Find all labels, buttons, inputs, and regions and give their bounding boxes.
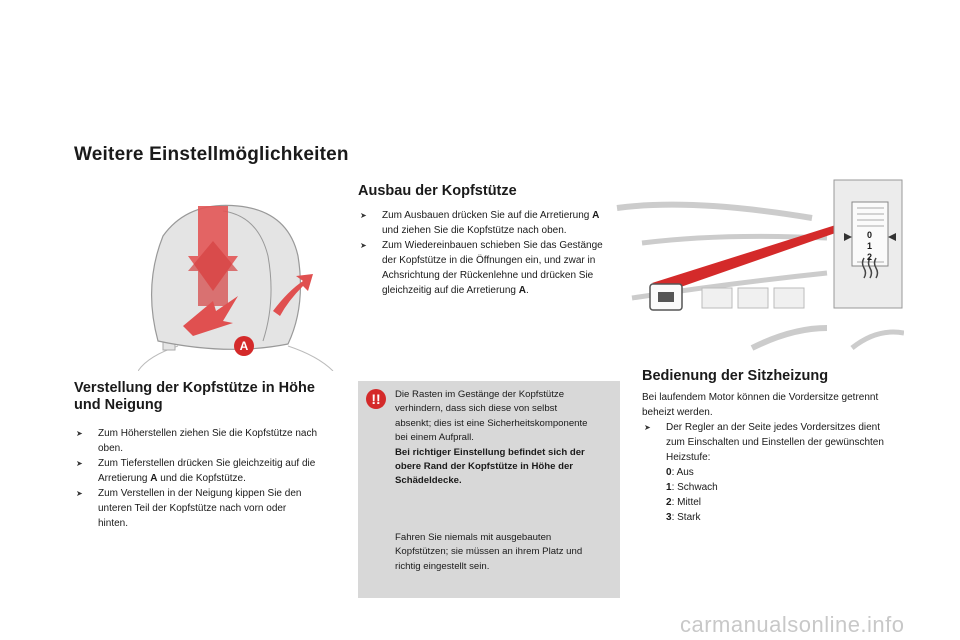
middle-section-title: Ausbau der Kopfstütze: [358, 183, 517, 199]
bullet-icon: ➤: [76, 429, 83, 438]
right-section-title: Bedienung der Sitzheizung: [642, 368, 829, 384]
dial-label-2: 2: [867, 252, 873, 262]
middle-bullet-list: [358, 208, 623, 298]
right-intro: Bei laufendem Motor können die Vordersitze getrennt beheizt werden.: [642, 392, 879, 418]
bullet-icon: ➤: [360, 211, 367, 220]
heat-level: 0: Aus: [666, 467, 694, 478]
bullet-icon: ➤: [76, 489, 83, 498]
middle-section: [358, 183, 623, 298]
watermark: carmanualsonline.info: [680, 612, 905, 637]
bullet-icon: ➤: [644, 423, 651, 432]
warning-text: Die Rasten im Gestänge der Kopfstütze verhindern, dass sich diese von selbst absenkt; dies ist eine Sicherheitskomponente bei einem Aufprall. Bei richtiger Einstellung befindet sich der obere Rand der Kopfstütze in Höhe der Schädeldecke.: [395, 389, 588, 487]
heat-level: 2: Mittel: [666, 497, 702, 508]
left-section: [74, 380, 344, 531]
list-item: ➤ Zum Ausbauen drücken Sie auf die Arretierung A und ziehen Sie die Kopfstütze nach oben.: [360, 210, 600, 236]
left-bullet-list: [74, 426, 344, 531]
list-item: ➤ Zum Höherstellen ziehen Sie die Kopfstütze nach oben.: [76, 428, 318, 454]
dial-label-0: 0: [867, 230, 873, 240]
page-title: Weitere Einstellmöglichkeiten: [74, 144, 349, 165]
list-item: ➤ Zum Wiedereinbauen schieben Sie das Gestänge der Kopfstütze in die Öffnungen ein, und zwar in Achsrichtung der Rückenlehne und drücken Sie gleichzeitig auf die Arretierung A.: [360, 240, 603, 296]
dial-label-1: 1: [867, 241, 873, 251]
heat-level: 3: Stark: [666, 512, 701, 523]
left-section-title: Verstellung der Kopfstütze in Höhe und Neigung: [74, 380, 315, 413]
label-a-badge: A: [234, 336, 254, 356]
warning-text-2: Fahren Sie niemals mit ausgebauten Kopfstützen; sie müssen an ihrem Platz und richtig eingestellt sein.: [395, 531, 583, 572]
right-bullet-list: [642, 420, 907, 525]
list-item: ➤ Zum Verstellen in der Neigung kippen Sie den unteren Teil der Kopfstütze nach vorn oder hinten.: [76, 488, 302, 529]
right-section: [642, 368, 907, 525]
heat-levels: [666, 465, 907, 525]
heat-level: 1: Schwach: [666, 482, 718, 493]
bullet-icon: ➤: [360, 241, 367, 250]
warning-exclamation-icon: !!: [366, 389, 386, 409]
list-item: ➤ Zum Tieferstellen drücken Sie gleichzeitig auf die Arretierung A und die Kopfstütze.: [76, 458, 316, 484]
list-item: ➤ Der Regler an der Seite jedes Vordersitzes dient zum Einschalten und Einstellen der gewünschten Heizstufe: 0: Aus 1: Schwach 2: Mittel 3: Stark: [642, 420, 907, 525]
seat-heating-illustration: [612, 178, 904, 358]
bullet-icon: ➤: [76, 459, 83, 468]
warning-box: [358, 381, 620, 598]
